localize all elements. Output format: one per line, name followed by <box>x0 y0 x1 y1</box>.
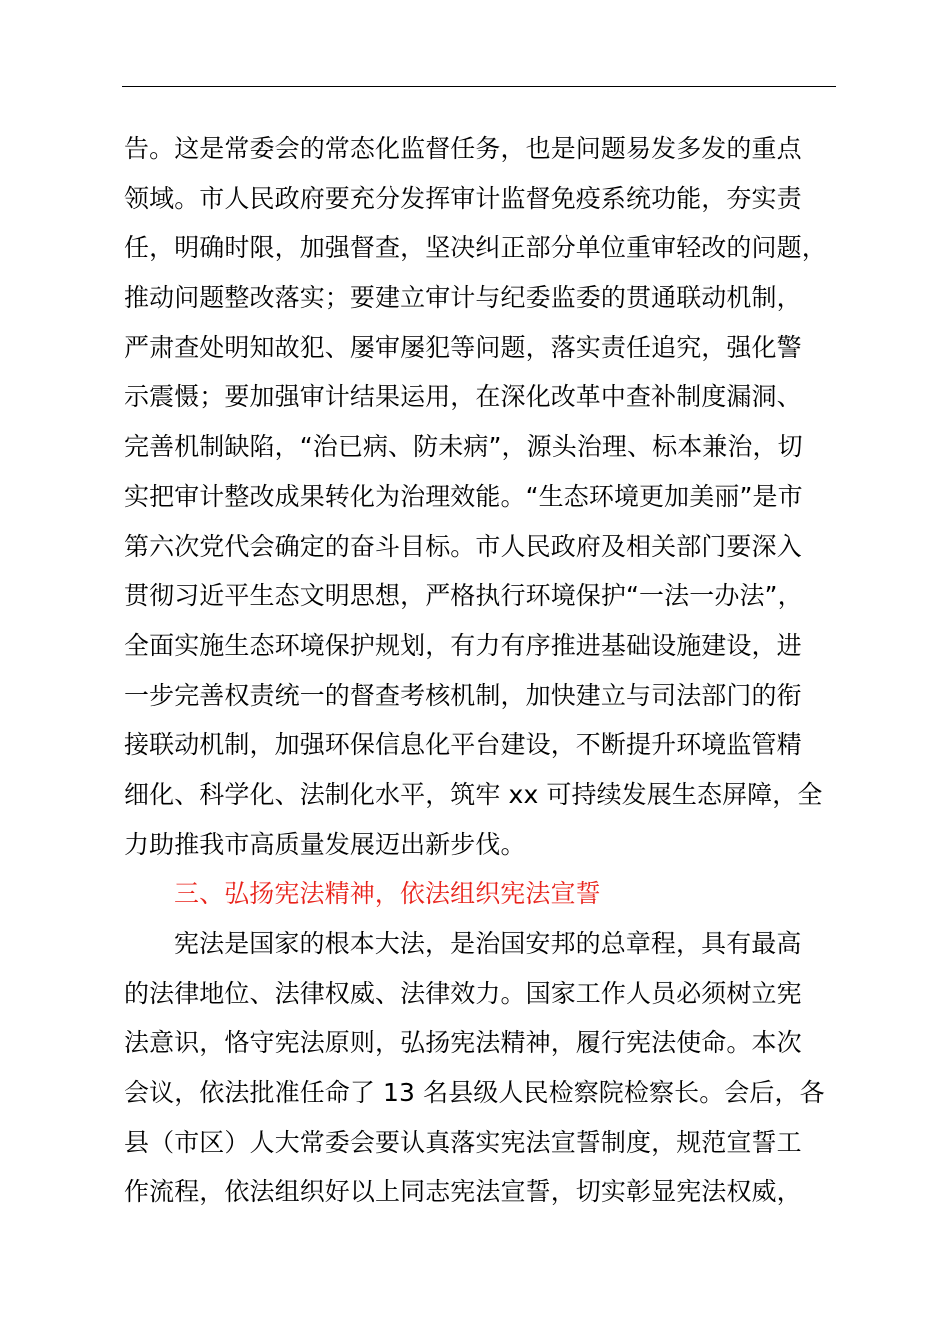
document-body <box>124 124 838 1217</box>
text-line: 力助推我市高质量发展迈出新步伐。 <box>124 829 526 859</box>
text-line: 一步完善权责统一的督查考核机制，加快建立与司法部门的衔 <box>124 680 802 710</box>
text-line: 接联动机制，加强环保信息化平台建设，不断提升环境监管精 <box>124 730 802 760</box>
text-line: 细化、科学化、法制化水平，筑牢 xx 可持续发展生态屏障，全 <box>124 779 823 809</box>
text-line: 县（市区）人大常委会要认真落实宪法宣誓制度，规范宣誓工 <box>124 1127 802 1157</box>
paragraph-constitution <box>124 919 838 1217</box>
text-line: 完善机制缺陷，“治已病、防未病”，源头治理、标本兼治，切 <box>124 432 803 462</box>
section-heading: 三、弘扬宪法精神，依法组织宪法宣誓 <box>174 879 601 909</box>
text-line: 实把审计整改成果转化为治理效能。“生态环境更加美丽”是市 <box>124 481 803 511</box>
text-line: 全面实施生态环境保护规划，有力有序推进基础设施建设，进 <box>124 630 802 660</box>
text-line: 告。这是常委会的常态化监督任务，也是问题易发多发的重点 <box>124 134 802 163</box>
paragraph-audit-ecology <box>124 124 838 869</box>
text-line: 任，明确时限，加强督查，坚决纠正部分单位重审轻改的问题， <box>124 233 827 263</box>
text-line: 会议，依法批准任命了 13 名县级人民检察院检察长。会后，各 <box>124 1078 825 1108</box>
text-line: 的法律地位、法律权威、法律效力。国家工作人员必须树立宪 <box>124 978 802 1008</box>
text-line: 贯彻习近平生态文明思想，严格执行环境保护“一法一办法”， <box>124 581 803 611</box>
text-line: 领域。市人民政府要充分发挥审计监督免疫系统功能，夯实责 <box>124 183 802 213</box>
text-line: 法意识，恪守宪法原则，弘扬宪法精神，履行宪法使命。本次 <box>124 1028 802 1058</box>
text-line: 宪法是国家的根本大法，是治国安邦的总章程，具有最高 <box>174 929 802 958</box>
text-line: 推动问题整改落实；要建立审计与纪委监委的贯通联动机制， <box>124 283 802 313</box>
text-line: 作流程，依法组织好以上同志宪法宣誓，切实彰显宪法权威， <box>124 1177 802 1207</box>
text-line: 示震慑；要加强审计结果运用，在深化改革中查补制度漏洞、 <box>124 382 802 412</box>
header-rule <box>122 86 836 87</box>
text-line: 严肃查处明知故犯、屡审屡犯等问题，落实责任追究，强化警 <box>124 332 802 362</box>
text-line: 第六次党代会确定的奋斗目标。市人民政府及相关部门要深入 <box>124 531 802 561</box>
